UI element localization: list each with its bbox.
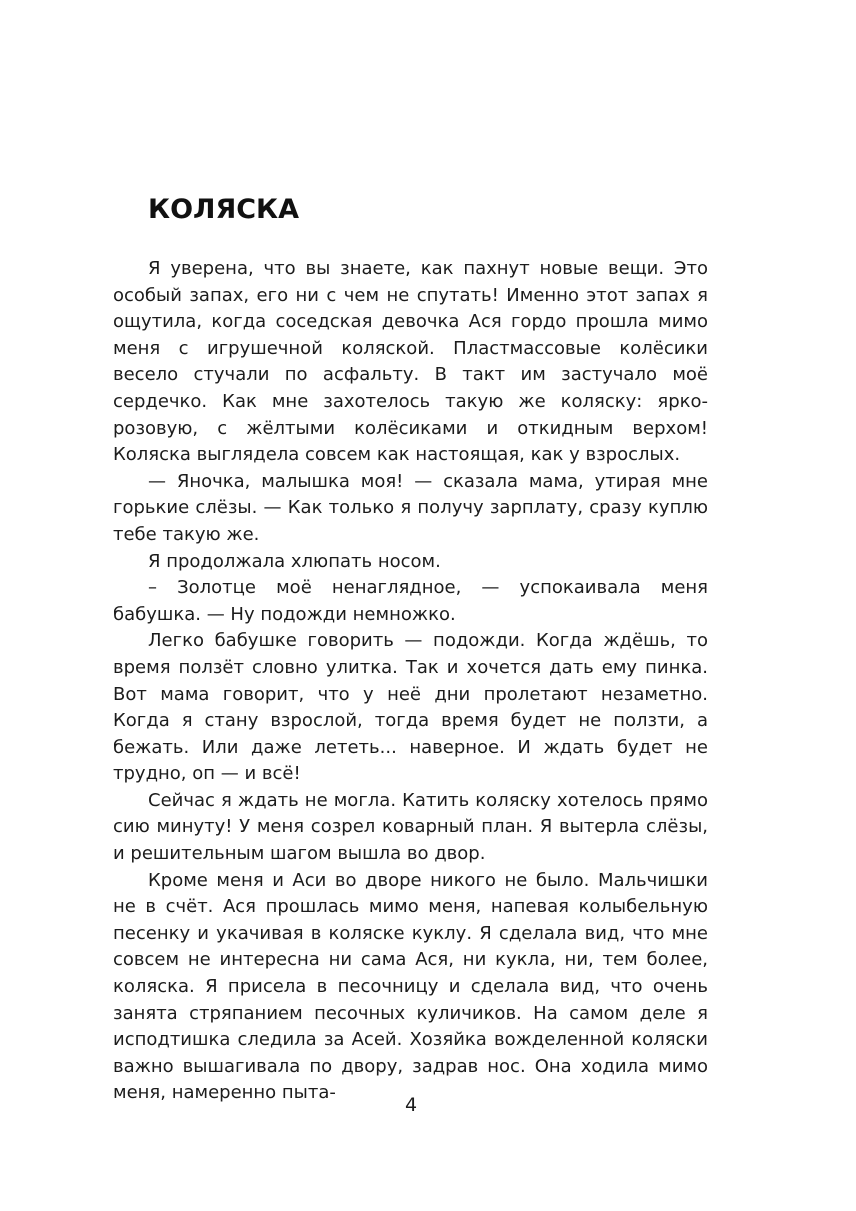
- paragraph: Я продолжала хлюпать носом.: [148, 550, 441, 572]
- page-number: 4: [404, 1094, 418, 1116]
- paragraph: – Золотце моё ненаглядное, — успокаивала меня бабушка. — Ну подожди немножко.: [113, 577, 708, 625]
- paragraph: Легко бабушке говорить — подожди. Когда ждёшь, то время ползёт словно улитка. Так и хочется дать ему пинка. Вот мама говорит, что у неё дни пролетают незаметно. Когда я стану взрослой, тогда время будет не ползти, а бежать. Или даже лететь... наверное. И ждать будет не трудно, оп — и всё!: [113, 630, 708, 785]
- paragraph: Кроме меня и Аси во дворе никого не было. Мальчишки не в счёт. Ася прошлась мимо меня, напевая колыбельную песенку и укачивая в коляске куклу. Я сделала вид, что мне совсем не интересна ни сама Ася, ни кукла, ни, тем более, коляска. Я присела в песочницу и сделала вид, что очень занята стряпанием песочных куличиков. На самом деле я исподтишка следила за Асей. Хозяйка вожделенной коляски важно вышагивала по двору, задрав нос. Она ходила мимо меня, намеренно пыта-: [113, 869, 708, 1104]
- paragraph: Сейчас я ждать не могла. Катить коляску хотелось прямо сию минуту! У меня созрел коварный план. Я вытерла слёзы, и решительным шагом вышла во двор.: [113, 789, 708, 865]
- body-text: [113, 256, 708, 1107]
- paragraph: — Яночка, малышка моя! — сказала мама, утирая мне горькие слёзы. — Как только я получу зарплату, сразу куплю тебе такую же.: [113, 470, 708, 545]
- paragraph: Я уверена, что вы знаете, как пахнут новые вещи. Это особый запах, его ни с чем не спутать! Именно этот запах я ощутила, когда соседская девочка Ася гордо прошла мимо меня с игрушечной коляской. Пластмассовые колёсики весело стучали по асфальту. В такт им застучало моё сердечко. Как мне захотелось такую же коляску: ярко-розовую, с жёлтыми колёсиками и откидным верхом! Коляска выглядела совсем как настоящая, как у взрослых.: [113, 258, 708, 466]
- chapter-title: КОЛЯСКА: [148, 194, 300, 225]
